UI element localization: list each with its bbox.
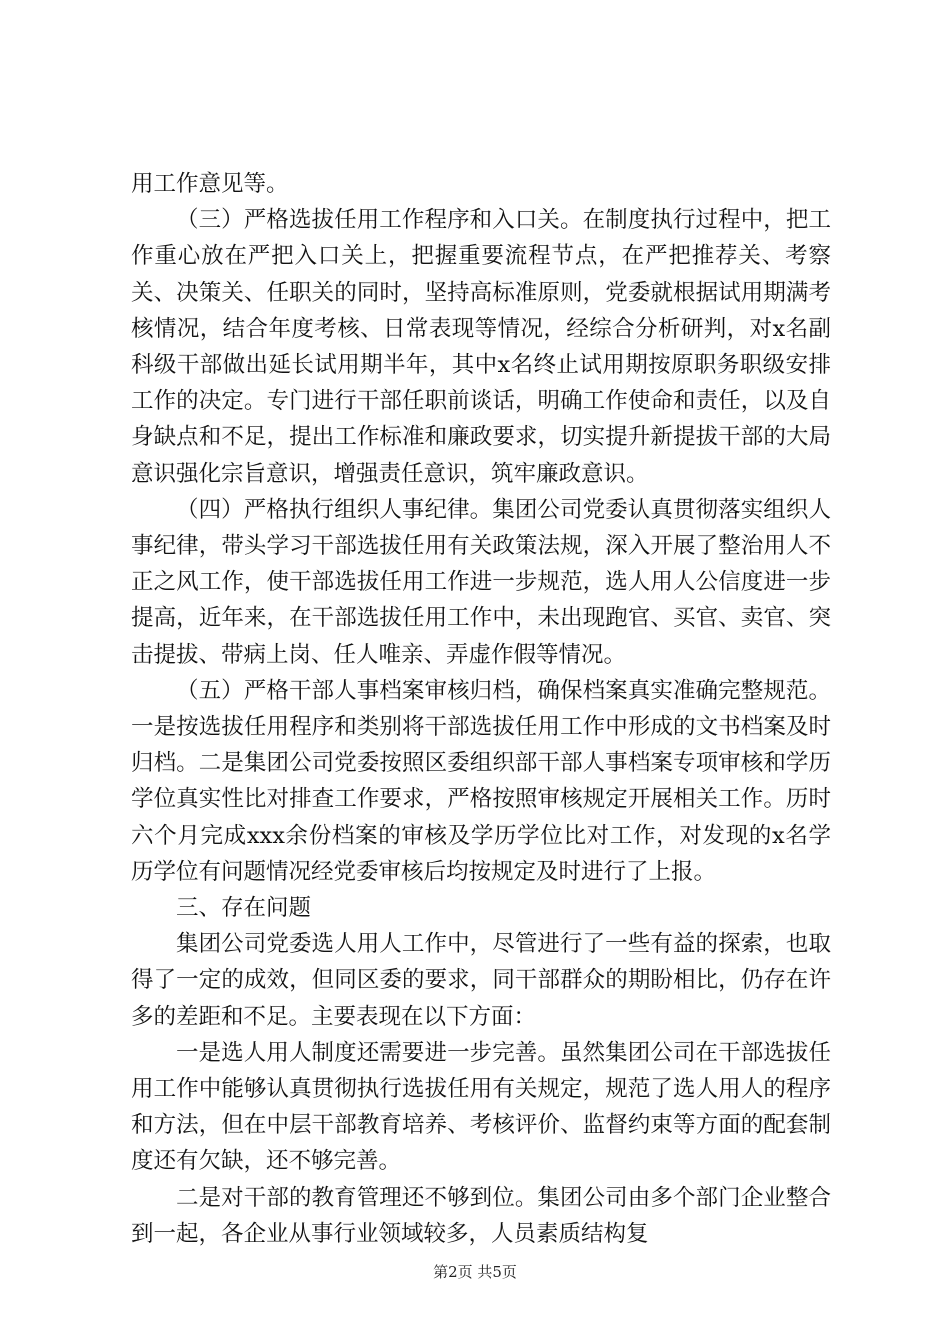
paragraph-problems-intro: 集团公司党委选人用人工作中，尽管进行了一些有益的探索，也取得了一定的成效，但同区委的要求，同干部群众的期盼相比，仍存在许多的差距和不足。主要表现在以下方面： [131,931,831,1030]
paragraph-section-4: （四）严格执行组织人事纪律。集团公司党委认真贯彻落实组织人事纪律，带头学习干部选拔任用有关政策法规，深入开展了整治用人不正之风工作，使干部选拔任用工作进一步规范，选人用人公信度进一步提高，近年来，在干部选拔任用工作中，未出现跑官、买官、卖官、突击提拔、带病上岗、任人唯亲、弄虚作假等情况。 [131,496,831,668]
document-body [131,166,831,1252]
paragraph-section-5: （五）严格干部人事档案审核归档，确保档案真实准确完整规范。一是按选拔任用程序和类别将干部选拔任用工作中形成的文书档案及时归档。二是集团公司党委按照区委组织部干部人事档案专项审核和学历学位真实性比对排查工作要求，严格按照审核规定开展相关工作。历时六个月完成xxx余份档案的审核及学历学位比对工作，对发现的x名学历学位有问题情况经党委审核后均按规定及时进行了上报。 [131,677,831,885]
paragraph-continuation: 用工作意见等。 [131,171,289,197]
page-number-footer: 第2页 共5页 [433,1263,517,1281]
paragraph-problem-1: 一是选人用人制度还需要进一步完善。虽然集团公司在干部选拔任用工作中能够认真贯彻执行选拔任用有关规定，规范了选人用人的程序和方法，但在中层干部教育培养、考核评价、监督约束等方面的配套制度还有欠缺，还不够完善。 [131,1039,831,1175]
paragraph-problem-2: 二是对干部的教育管理还不够到位。集团公司由多个部门企业整合到一起，各企业从事行业领域较多，人员素质结构复 [131,1184,831,1247]
paragraph-section-3: （三）严格选拔任用工作程序和入口关。在制度执行过程中，把工作重心放在严把入口关上，把握重要流程节点，在严把推荐关、考察关、决策关、任职关的同时，坚持高标准原则，党委就根据试用期满考核情况，结合年度考核、日常表现等情况，经综合分析研判，对x名副科级干部做出延长试用期半年，其中x名终止试用期按原职务职级安排工作的决定。专门进行干部任职前谈话，明确工作使命和责任，以及自身缺点和不足，提出工作标准和廉政要求，切实提升新提拔干部的大局意识强化宗旨意识，增强责任意识，筑牢廉政意识。 [131,207,831,487]
heading-existing-problems: 三、存在问题 [176,895,312,922]
